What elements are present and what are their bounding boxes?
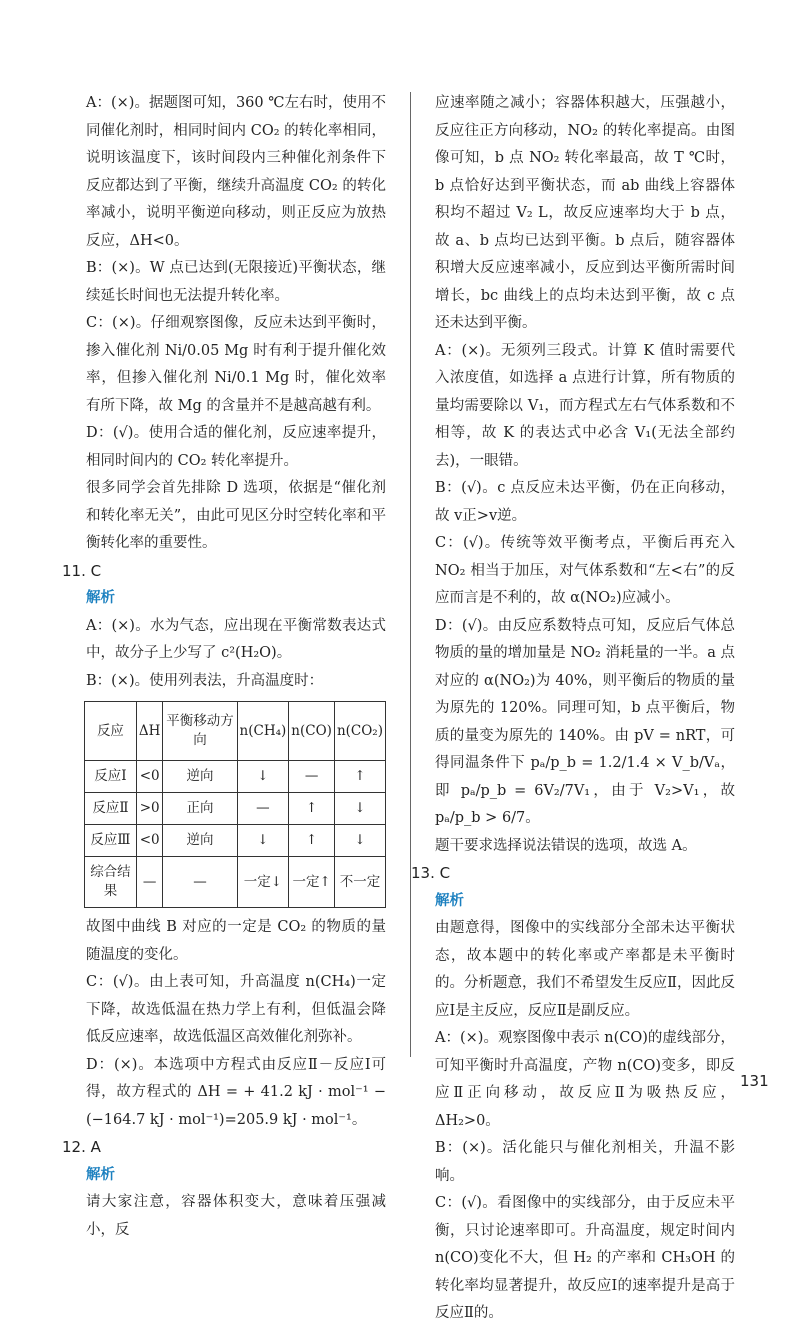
table-cell: 逆向: [163, 761, 237, 793]
table-cell: 逆向: [163, 825, 237, 857]
table-cell: ↓: [237, 825, 289, 857]
right-column: [411, 90, 735, 1328]
table-row: [85, 825, 386, 857]
q12-option-c: C：(√)。传统等效平衡考点，平衡后再充入 NO₂ 相当于加压，对气体系数和“左<右”的反应而言是不利的，故 α(NO₂)应减小。: [435, 535, 735, 606]
reaction-table: [84, 701, 386, 908]
q12-option-b: B：(√)。c 点反应未达平衡，仍在正向移动，故 v正>v逆。: [435, 480, 735, 524]
q11-after-table: 故图中曲线 B 对应的一定是 CO₂ 的物质的量随温度的变化。: [86, 919, 386, 963]
q13-intro: 由题意得，图像中的实线部分全部未达平衡状态，故本题中的转化率或产率都是未平衡时的。分析题意，我们不希望发生反应Ⅱ，因此反应Ⅰ是主反应，反应Ⅱ是副反应。: [435, 920, 735, 1019]
page-number: 131: [740, 1072, 769, 1090]
table-cell: —: [163, 857, 237, 908]
table-cell: ↓: [334, 793, 385, 825]
q11-option-d: D：(×)。本选项中方程式由反应Ⅱ－反应Ⅰ可得，故方程式的 ΔH = + 41.2 kJ · mol⁻¹ − (−164.7 kJ · mol⁻¹)=205.9 kJ · mol⁻¹。: [86, 1056, 386, 1128]
q10-option-a: A：(×)。据题图可知，360 ℃左右时，使用不同催化剂时，相同时间内 CO₂ 的转化率相同，说明该温度下，该时间段内三种催化剂条件下反应都达到了平衡，继续升高温度 CO₂ 的转化率减小，说明平衡逆向移动，则正反应为放热反应，ΔH<0。: [86, 95, 386, 249]
table-cell: ↓: [237, 761, 289, 793]
q10-option-c: C：(×)。仔细观察图像，反应未达到平衡时，掺入催化剂 Ni/0.05 Mg 时有利于提升催化效率，但掺入催化剂 Ni/0.1 Mg 时，催化效率有所下降，故 Mg 的含量并不是越高越有利。: [86, 315, 386, 414]
table-cell: <0: [136, 761, 163, 793]
table-header-row: [85, 702, 386, 761]
table-cell: 不一定: [334, 857, 385, 908]
q13-option-a: A：(×)。观察图像中表示 n(CO)的虚线部分，可知平衡时升高温度，产物 n(CO)变多，即反应Ⅱ正向移动，故反应Ⅱ为吸热反应，ΔH₂>0。: [435, 1030, 735, 1129]
q13-number: 13. C: [411, 864, 451, 882]
q13-option-c: C：(√)。看图像中的实线部分，由于反应未平衡，只讨论速率即可。升高温度，规定时间内 n(CO)变化不大，但 H₂ 的产率和 CH₃OH 的转化率均显著提升，故反应Ⅰ的速率提升是高于反应Ⅱ的。: [435, 1195, 735, 1321]
q11-option-c: C：(√)。由上表可知，升高温度 n(CH₄)一定下降，故选低温在热力学上有利，但低温会降低反应速率，故选低温区高效催化剂弥补。: [86, 974, 386, 1045]
table-cell: ↑: [289, 793, 335, 825]
q12-paragraph-start: 请大家注意，容器体积变大，意味着压强减小，反: [86, 1194, 386, 1238]
table-cell: —: [289, 761, 335, 793]
q12-number: 12. A: [62, 1138, 101, 1156]
table-cell: 反应Ⅲ: [85, 825, 137, 857]
q11-number: 11. C: [62, 561, 102, 580]
table-cell: ↑: [334, 761, 385, 793]
q12-conclusion: 题干要求选择说法错误的选项，故选 A。: [435, 837, 697, 854]
table-row: [85, 793, 386, 825]
q10-note: 很多同学会首先排除 D 选项，依据是“催化剂和转化率无关”，由此可见区分时空转化率和平衡转化率的重要性。: [86, 480, 386, 551]
q11-heading: 解析: [86, 590, 115, 606]
table-header-cell: n(CO₂): [334, 702, 385, 761]
table-cell: 正向: [163, 793, 237, 825]
left-column: [62, 90, 386, 1244]
q13-heading: 解析: [435, 892, 464, 909]
table-header-cell: 平衡移动方向: [163, 702, 237, 761]
table-cell: ↓: [334, 825, 385, 857]
q12-option-a: A：(×)。无须列三段式。计算 K 值时需要代入浓度值，如选择 a 点进行计算，所有物质的量均需要除以 V₁，而方程式左右气体系数和不相等，故 K 的表达式中必含 V₁(无法全部约去)，一眼错。: [435, 342, 735, 469]
table-cell: —: [136, 857, 163, 908]
table-cell: 一定↑: [289, 857, 335, 908]
table-header-cell: ΔH: [136, 702, 163, 761]
table-cell: 反应Ⅰ: [85, 761, 137, 793]
table-cell: 综合结果: [85, 857, 137, 908]
table-row: [85, 761, 386, 793]
q12-paragraph-continued: 应速率随之减小；容器体积越大，压强越小，反应往正方向移动，NO₂ 的转化率提高。由图像可知，b 点 NO₂ 转化率最高，故 T ℃时，b 点恰好达到平衡状态，而 ab 曲线上容器体积均不超过 V₂ L，故反应速率均大于 b 点，故 a、b 点均已达到平衡。b 点后，随容器体积增大反应速率减小，反应到达平衡所需时间增长，bc 曲线上的点均未达到平衡，故 c 点还未达到平衡。: [435, 95, 735, 331]
q10-option-b: B：(×)。W 点已达到(无限接近)平衡状态，继续延长时间也无法提升转化率。: [86, 260, 386, 304]
table-cell: >0: [136, 793, 163, 825]
table-cell: —: [237, 793, 289, 825]
table-header-cell: 反应: [85, 702, 137, 761]
q11-option-b: B：(×)。使用列表法，升高温度时：: [86, 672, 324, 689]
table-row: [85, 857, 386, 908]
table-header-cell: n(CH₄): [237, 702, 289, 761]
table-cell: 反应Ⅱ: [85, 793, 137, 825]
q10-option-d: D：(√)。使用合适的催化剂，反应速率提升，相同时间内的 CO₂ 转化率提升。: [86, 425, 386, 469]
q13-option-b: B：(×)。活化能只与催化剂相关，升温不影响。: [435, 1140, 735, 1184]
table-cell: <0: [136, 825, 163, 857]
table-header-cell: n(CO): [289, 702, 335, 761]
q12-heading: 解析: [86, 1166, 115, 1183]
column-divider: [410, 92, 411, 1057]
q11-option-a: A：(×)。水为气态，应出现在平衡常数表达式中，故分子上少写了 c²(H₂O)。: [86, 617, 386, 661]
table-cell: ↑: [289, 825, 335, 857]
q12-option-d: D：(√)。由反应系数特点可知，反应后气体总物质的量的增加量是 NO₂ 消耗量的一半。a 点对应的 α(NO₂)为 40%，则平衡后的物质的量为原先的 120%。同理可知，b 点平衡后，物质的量变为原先的 140%。由 pV = nRT，可得同温条件下 pₐ/p_b = 1.2/1.4 × V_b/Vₐ，即 pₐ/p_b = 6V₂/7V₁，由于 V₂>V₁，故 pₐ/p_b > 6/7。: [435, 617, 735, 826]
table-cell: 一定↓: [237, 857, 289, 908]
